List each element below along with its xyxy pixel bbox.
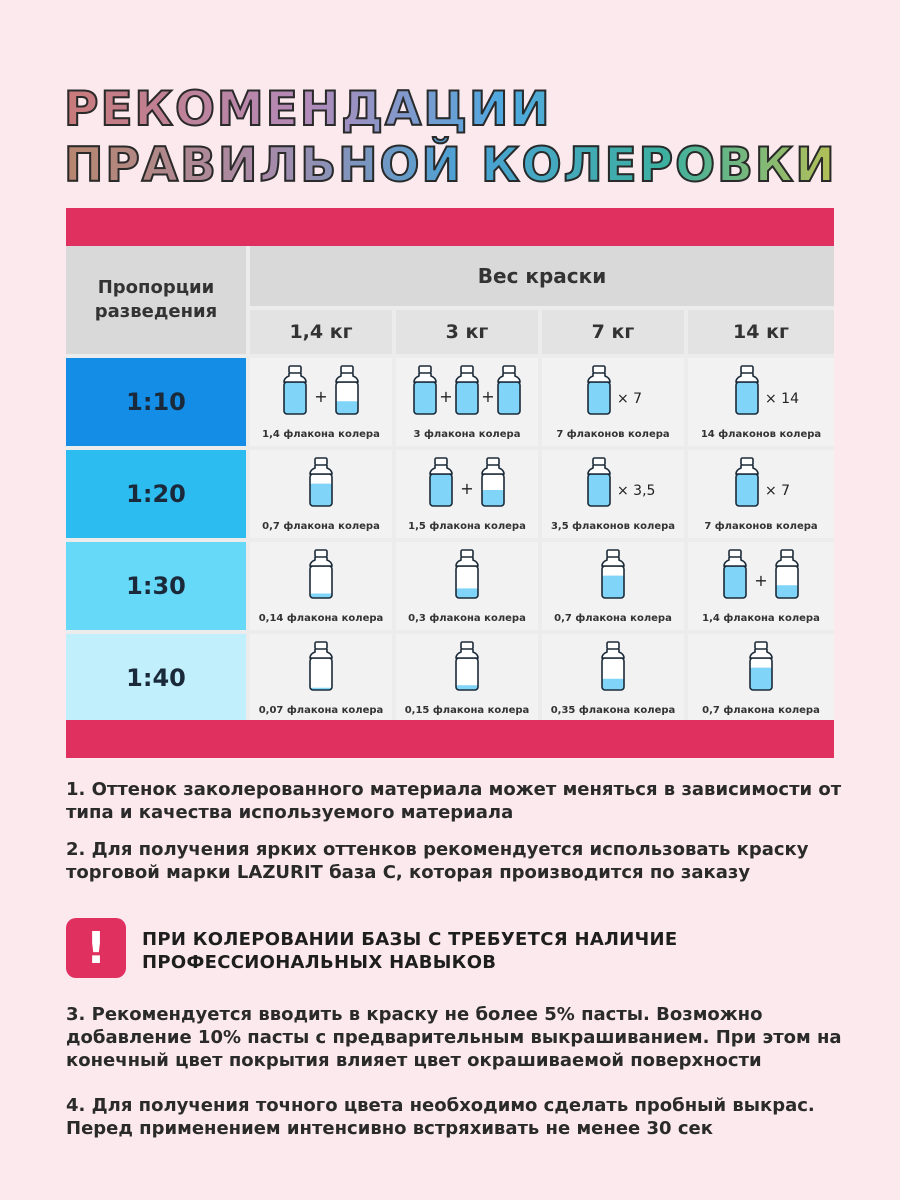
multiplier-label: × 3,5 [617, 483, 656, 499]
dosage-caption: 0,14 флакона колера [258, 613, 384, 624]
table-bottom-band [66, 720, 834, 758]
note-4: 4. Для получения точного цвета необходимо сделать пробный выкрас. Перед применением интенсивно встряхивать не менее 30 сек [66, 1095, 815, 1139]
dosage-caption: 0,35 флакона колера [550, 705, 676, 716]
ratio-cell: 1:20 [66, 450, 246, 538]
bottle-group [542, 450, 684, 512]
bottle-group [396, 542, 538, 604]
bottle-group [688, 358, 834, 420]
bottle-icon [310, 550, 332, 598]
bottle-group [688, 634, 834, 696]
dosage-caption: 1,4 флакона колера [262, 429, 380, 440]
tinting-table [66, 246, 834, 720]
bottle-icon [456, 366, 478, 414]
note-3: 3. Рекомендуется вводить в краску не более 5% пасты. Возможно добавление 10% пасты с предварительным выкрашиванием. При этом на конечный цвет покрытия влияет цвет окрашиваемой поверхности [66, 1004, 842, 1071]
dosage-caption: 0,7 флакона колера [702, 705, 820, 716]
dosage-cell [542, 634, 684, 722]
bottle-group [396, 450, 538, 512]
multiplier-label: × 14 [765, 391, 799, 407]
dosage-caption: 0,15 флакона колера [404, 705, 530, 716]
dosage-cell [688, 450, 834, 538]
bottle-icon [588, 458, 610, 506]
bottle-icon [736, 458, 758, 506]
title-line-1: РЕКОМЕНДАЦИИ [64, 82, 864, 138]
dosage-cell [688, 542, 834, 630]
bottle-group [250, 450, 392, 512]
weight-header-1: 1,4 кг [250, 310, 392, 354]
table-top-band [66, 208, 834, 246]
bottle-icon [736, 366, 758, 414]
dosage-caption: 1,4 флакона колера [702, 613, 820, 624]
bottle-group [688, 450, 834, 512]
dosage-caption: 1,5 флакона колера [408, 521, 526, 532]
plus-icon: + [754, 571, 768, 590]
dosage-cell [250, 450, 392, 538]
multiplier-label: × 7 [765, 483, 791, 499]
bottle-icon [284, 366, 306, 414]
bottle-icon [310, 642, 332, 690]
warning-icon: ! [66, 918, 126, 978]
dosage-cell [250, 358, 392, 446]
ratio-cell: 1:40 [66, 634, 246, 722]
ratio-cell: 1:10 [66, 358, 246, 446]
dosage-cell [396, 358, 538, 446]
dosage-cell [688, 358, 834, 446]
bottle-icon [498, 366, 520, 414]
bottle-group [396, 634, 538, 696]
bottle-icon [456, 550, 478, 598]
bottle-icon [588, 366, 610, 414]
bottle-icon [336, 366, 358, 414]
warning-text: ПРИ КОЛЕРОВАНИИ БАЗЫ С ТРЕБУЕТСЯ НАЛИЧИЕ ПРОФЕССИОНАЛЬНЫХ НАВЫКОВ [142, 929, 678, 973]
bottle-icon [430, 458, 452, 506]
dosage-caption: 3,5 флаконов колера [550, 521, 676, 532]
weight-header-2: 3 кг [396, 310, 538, 354]
dosage-cell [250, 542, 392, 630]
dosage-cell [542, 358, 684, 446]
dosage-cell [542, 542, 684, 630]
bottle-icon [482, 458, 504, 506]
bottle-group [542, 358, 684, 420]
note-2: 2. Для получения ярких оттенков рекомендуется использовать краску торговой марки LAZURIT база С, которая производится по заказу [66, 839, 809, 883]
dosage-caption: 0,7 флакона колера [554, 613, 672, 624]
bottle-icon [456, 642, 478, 690]
dosage-caption: 14 флаконов колера [700, 429, 822, 440]
page-title [64, 82, 864, 194]
dosage-caption: 0,3 флакона колера [408, 613, 526, 624]
note-1: 1. Оттенок заколерованного материала может меняться в зависимости от типа и качества используемого материала [66, 779, 842, 823]
bottle-icon [750, 642, 772, 690]
dosage-caption: 3 флакона колера [413, 429, 521, 440]
header-paint-weight: Вес краски [250, 246, 834, 306]
plus-icon: + [481, 387, 495, 406]
bottle-icon [310, 458, 332, 506]
bottle-icon [414, 366, 436, 414]
dosage-cell [396, 450, 538, 538]
ratio-cell: 1:30 [66, 542, 246, 630]
dosage-caption: 7 флаконов колера [556, 429, 670, 440]
dosage-cell [688, 634, 834, 722]
multiplier-label: × 7 [617, 391, 643, 407]
bottle-icon [602, 550, 624, 598]
dosage-cell [250, 634, 392, 722]
dosage-caption: 7 флаконов колера [704, 521, 818, 532]
plus-icon: + [460, 479, 474, 498]
weight-header-3: 7 кг [542, 310, 684, 354]
bottle-group [250, 634, 392, 696]
bottle-group [396, 358, 538, 420]
plus-icon: + [314, 387, 328, 406]
weight-header-4: 14 кг [688, 310, 834, 354]
dosage-cell [396, 542, 538, 630]
bottle-icon [602, 642, 624, 690]
bottle-group [542, 634, 684, 696]
plus-icon: + [439, 387, 453, 406]
dosage-cell [396, 634, 538, 722]
bottle-group [542, 542, 684, 604]
dosage-cell [542, 450, 684, 538]
bottle-icon [776, 550, 798, 598]
dosage-caption: 0,7 флакона колера [262, 521, 380, 532]
bottle-group [688, 542, 834, 604]
bottle-group [250, 542, 392, 604]
header-proportion: Пропорции разведения [66, 246, 246, 354]
dosage-caption: 0,07 флакона колера [258, 705, 384, 716]
title-line-2: ПРАВИЛЬНОЙ КОЛЕРОВКИ [64, 138, 864, 194]
bottle-icon [724, 550, 746, 598]
bottle-group [250, 358, 392, 420]
